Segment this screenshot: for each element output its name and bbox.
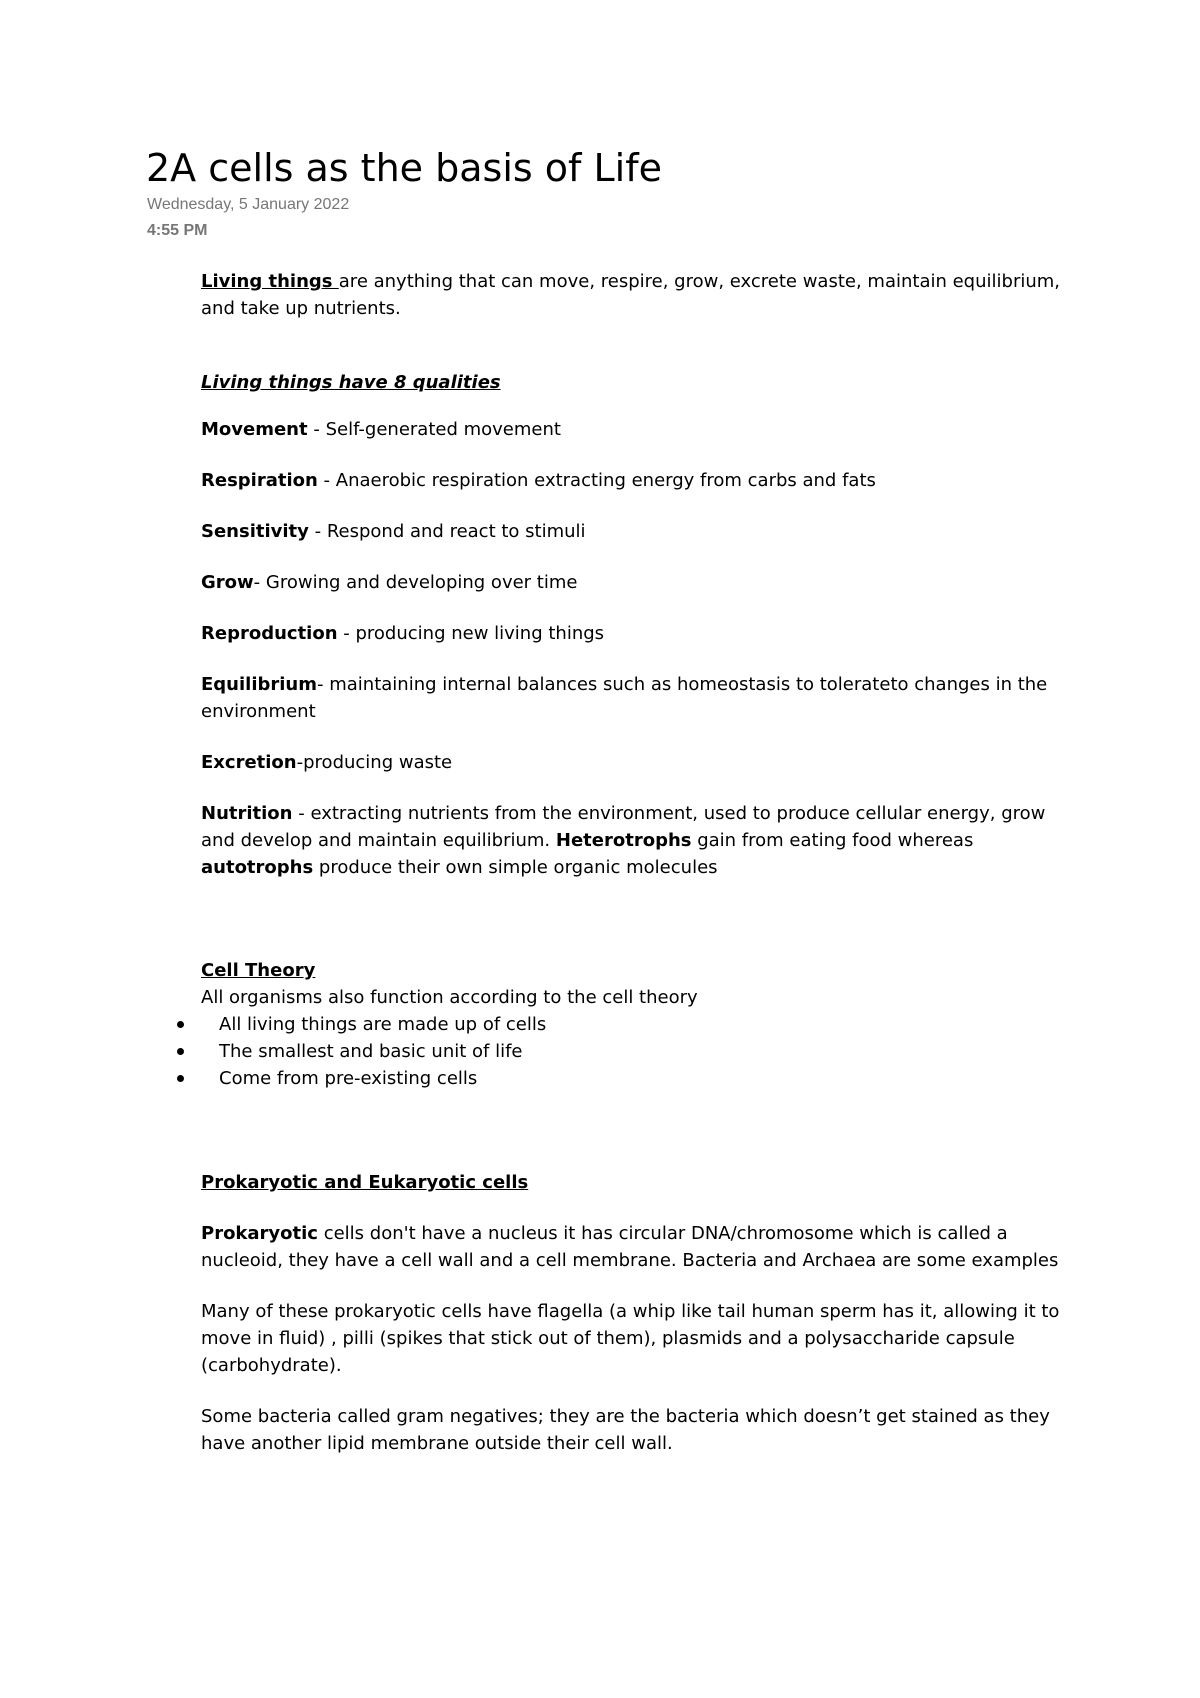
quality-item xyxy=(201,467,1061,494)
quality-term: Excretion xyxy=(201,752,297,773)
cell-theory-intro: All organisms also function according to the cell theory xyxy=(201,987,698,1008)
list-item xyxy=(201,1011,1061,1038)
heterotrophs-term: Heterotrophs xyxy=(555,830,692,851)
quality-term: Sensitivity xyxy=(201,521,309,542)
nutrition-desc-line2b: gain from eating food whereas xyxy=(691,830,974,851)
nutrition-desc-line1: extracting nutrients from the environment, used to produce cellular energy, grow xyxy=(310,803,1046,824)
prokaryotic-line1: cells don't have a nucleus it has circular DNA/chromosome which is called a xyxy=(317,1223,1008,1244)
flagella-line3: (carbohydrate). xyxy=(201,1355,342,1376)
quality-sep: - xyxy=(317,470,336,491)
prokaryotic-line2: nucleoid, they have a cell wall and a cell membrane. Bacteria and Archaea are some examples xyxy=(201,1250,1059,1271)
quality-item xyxy=(201,416,1061,443)
flagella-paragraph xyxy=(201,1298,1061,1379)
cell-theory-list xyxy=(201,1011,1061,1092)
quality-desc: producing waste xyxy=(303,752,453,773)
prokaryotic-paragraph xyxy=(201,1220,1061,1274)
page-title: 2A cells as the basis of Life xyxy=(146,146,662,190)
intro-paragraph xyxy=(201,268,1061,322)
quality-term: Grow xyxy=(201,572,254,593)
quality-desc: Growing and developing over time xyxy=(265,572,578,593)
note-date: Wednesday, 5 January 2022 xyxy=(147,196,350,213)
gram-negative-paragraph xyxy=(201,1403,1061,1457)
list-item xyxy=(201,1065,1061,1092)
quality-sep: - xyxy=(253,572,266,593)
nutrition-desc-line3: produce their own simple organic molecules xyxy=(313,857,718,878)
list-item-text: Come from pre-existing cells xyxy=(219,1068,478,1089)
flagella-line2: move in fluid) , pilli (spikes that stick out of them), plasmids and a polysaccharide capsule xyxy=(201,1328,1015,1349)
quality-term: Respiration xyxy=(201,470,318,491)
quality-desc: Self-generated movement xyxy=(325,419,561,440)
quality-sep: - xyxy=(296,752,304,773)
list-item-text: All living things are made up of cells xyxy=(219,1014,547,1035)
quality-term: Equilibrium xyxy=(201,674,318,695)
note-time: 4:55 PM xyxy=(147,222,208,239)
quality-item xyxy=(201,569,1061,596)
cell-theory-heading-paragraph xyxy=(201,957,1061,984)
quality-item-nutrition xyxy=(201,800,1061,881)
quality-sep: - xyxy=(307,419,326,440)
quality-item xyxy=(201,749,1061,776)
cell-theory-heading: Cell Theory xyxy=(201,960,316,981)
quality-sep: - xyxy=(292,803,311,824)
quality-sep: - xyxy=(337,623,356,644)
quality-term: Movement xyxy=(201,419,308,440)
flagella-line1: Many of these prokaryotic cells have flagella (a whip like tail human sperm has it, allowing it to xyxy=(201,1301,1060,1322)
intro-text-line2: and take up nutrients. xyxy=(201,298,401,319)
autotrophs-term: autotrophs xyxy=(201,857,314,878)
qualities-heading-paragraph xyxy=(201,369,1061,396)
qualities-heading: Living things have 8 qualities xyxy=(201,372,501,393)
bullet-icon xyxy=(177,1021,184,1028)
quality-item xyxy=(201,671,1061,725)
bullet-icon xyxy=(177,1075,184,1082)
gram-line1: Some bacteria called gram negatives; they are the bacteria which doesn’t get stained as they xyxy=(201,1406,1050,1427)
quality-item xyxy=(201,518,1061,545)
quality-term: Reproduction xyxy=(201,623,338,644)
quality-item xyxy=(201,620,1061,647)
pro-eu-heading: Prokaryotic and Eukaryotic cells xyxy=(201,1172,529,1193)
note-body xyxy=(201,268,1061,1457)
list-item-text: The smallest and basic unit of life xyxy=(219,1041,523,1062)
quality-sep: - xyxy=(308,521,327,542)
quality-desc: Respond and react to stimuli xyxy=(326,521,586,542)
quality-desc: producing new living things xyxy=(355,623,605,644)
list-item xyxy=(201,1038,1061,1065)
quality-desc: Anaerobic respiration extracting energy from carbs and fats xyxy=(335,470,876,491)
nutrition-desc-line2: and develop and maintain equilibrium. xyxy=(201,830,556,851)
intro-term: Living things xyxy=(201,271,339,292)
prokaryotic-term: Prokaryotic xyxy=(201,1223,318,1244)
gram-line2: have another lipid membrane outside their cell wall. xyxy=(201,1433,673,1454)
quality-desc-cont: environment xyxy=(201,701,316,722)
quality-desc: maintaining internal balances such as homeostasis to tolerateto changes in the xyxy=(329,674,1048,695)
quality-term: Nutrition xyxy=(201,803,293,824)
bullet-icon xyxy=(177,1048,184,1055)
quality-sep: - xyxy=(317,674,330,695)
intro-text-line1: are anything that can move, respire, grow, excrete waste, maintain equilibrium, xyxy=(338,271,1061,292)
pro-eu-heading-paragraph xyxy=(201,1169,1061,1196)
